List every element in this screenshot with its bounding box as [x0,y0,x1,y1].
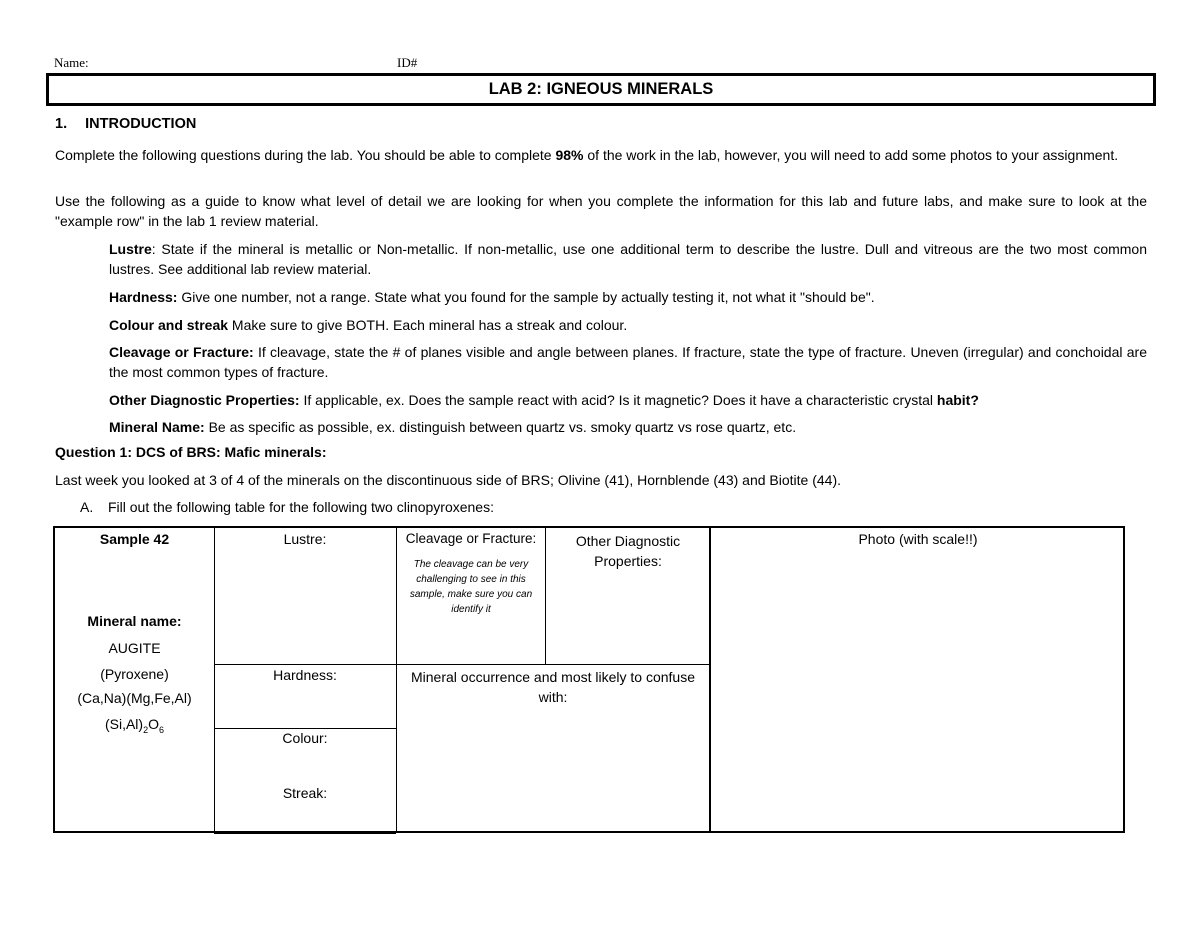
question-item-a [80,499,494,515]
id-label: ID# [397,55,418,70]
hardness-label: Hardness: [273,667,337,683]
intro-paragraph-1: Complete the following questions during the lab. You should be able to complete 98% of the work in the lab, however, you will need to add some photos to your assignment. [55,147,1119,163]
other-properties-label: Other Diagnostic Properties: [575,533,681,569]
sample-number: Sample 42 [99,531,170,547]
section-heading [55,116,196,132]
mineral-table [53,526,1125,833]
table-divider [214,728,396,729]
guide-hardness: Hardness: Give one number, not a range. State what you found for the sample by actually testing it, not what it "should be". [109,289,875,305]
colour-label: Colour: [282,730,328,746]
item-text: Fill out the following table for the following two clinopyroxenes: [108,499,494,515]
guide-cleavage: Cleavage or Fracture: If cleavage, state the # of planes visible and angle between planes. If fracture, state the type of fracture. Uneven (irregular) and conchoidal are the most common types of fracture. [109,344,1147,380]
item-letter: A. [80,499,94,515]
section-title: INTRODUCTION [85,116,197,132]
name-label: Name: [54,55,89,70]
mineral-formula-line-1: (Ca,Na)(Mg,Fe,Al) [77,690,192,706]
mineral-name-label: Mineral name: [87,613,182,629]
occurrence-label: Mineral occurrence and most likely to confuse with: [410,669,696,705]
intro-paragraph-2: Use the following as a guide to know what level of detail we are looking for when you complete the information for this lab and future labs, and make sure to look at the "example row" in the lab 1 review material. [55,193,1147,229]
table-divider [545,528,546,664]
table-divider [214,664,710,665]
cleavage-label: Cleavage or Fracture: [405,531,537,546]
guide-colour-streak: Colour and streak Make sure to give BOTH. Each mineral has a streak and colour. [109,317,628,333]
section-number: 1. [55,116,68,132]
lab-title: LAB 2: IGNEOUS MINERALS [488,80,714,98]
lustre-label: Lustre: [283,531,327,547]
mineral-group: (Pyroxene) [100,666,169,682]
table-divider [214,832,396,834]
guide-lustre: Lustre: State if the mineral is metallic or Non-metallic. If non-metallic, use one additional term to describe the lustre. Dull and vitreous are the two most common lustres. See additional lab review material. [109,241,1147,277]
table-divider [709,528,711,833]
mineral-name: AUGITE [108,640,161,656]
question-lead: Last week you looked at 3 of 4 of the minerals on the discontinuous side of BRS; Olivine (41), Hornblende (43) and Biotite (44). [55,472,841,488]
guide-mineral-name: Mineral Name: Be as specific as possible, ex. distinguish between quartz vs. smoky quartz vs rose quartz, etc. [109,419,797,435]
question-title: Question 1: DCS of BRS: Mafic minerals: [55,444,327,460]
photo-label: Photo (with scale!!) [858,531,978,547]
mineral-formula-line-2: $(Si,Al)_2O_6$ [104,716,165,735]
streak-label: Streak: [282,785,328,801]
guide-other-properties: Other Diagnostic Properties: If applicable, ex. Does the sample react with acid? Is it magnetic? Does it have a characteristic crystal habit? [109,392,979,408]
cleavage-note: The cleavage can be very challenging to see in this sample, make sure you can identify it [409,559,533,615]
lab-title-box [46,73,1156,106]
